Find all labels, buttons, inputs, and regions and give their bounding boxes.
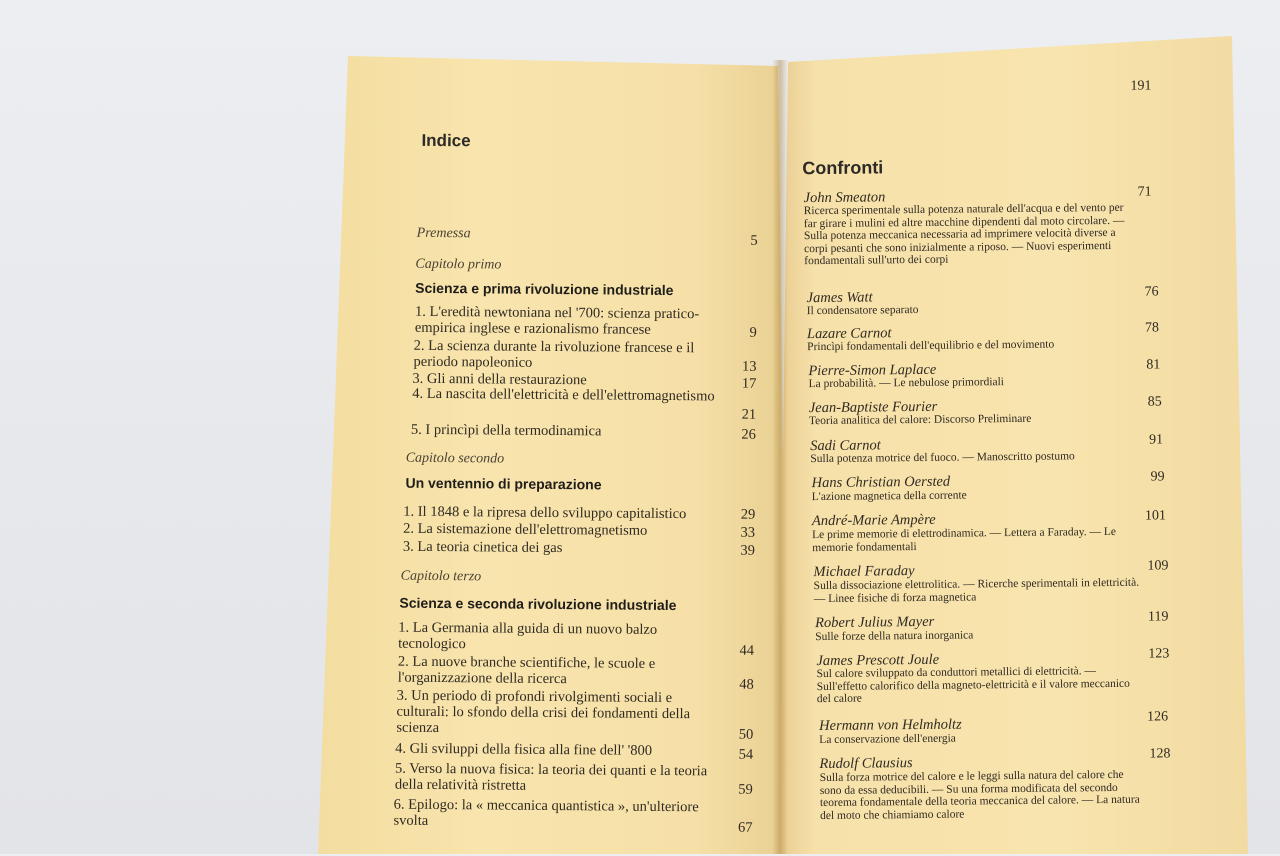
entry-description: La probabilità. — Le nebulose primordiali <box>808 376 1005 391</box>
chapter-2-label: Capitolo secondo <box>405 450 505 467</box>
entry-author: Lazare Carnot <box>806 325 892 343</box>
entry-author: Jean-Baptiste Fourier <box>808 398 938 417</box>
chapter-1-label: Capitolo primo <box>415 256 502 273</box>
entry-description: Teoria analitica del calore: Discorso Preliminare <box>808 412 1032 428</box>
toc-page: 17 <box>741 375 757 392</box>
entry-page: 71 <box>1137 184 1152 200</box>
confronti-page <box>774 0 1253 856</box>
toc-entry: 5. I princìpi della termodinamica <box>410 421 602 440</box>
toc-entry: 2. La scienza durante la rivoluzione francese e il periodo napoleonico <box>413 337 695 371</box>
toc-page: 13 <box>741 358 757 375</box>
entry-page: 101 <box>1144 508 1167 524</box>
entry-description: La conservazione dell'energia <box>819 732 956 747</box>
entry-author: John Smeaton <box>803 189 886 207</box>
toc-page: 48 <box>739 676 754 693</box>
entry-description: L'azione magnetica della corrente <box>811 489 967 504</box>
toc-entry: 5. Verso la nuova fisica: la teoria dei quanti e la teoria della relatività ristretta <box>394 760 708 794</box>
toc-page: 21 <box>741 406 757 423</box>
premessa-label: Premessa <box>416 225 471 242</box>
entry-page: 81 <box>1146 357 1161 373</box>
toc-page: 9 <box>749 324 757 341</box>
entry-description: Ricerca sperimentale sulla potenza naturale dell'acqua e del vento per far girare i mulini ed altre macchine dipendenti dal moto circolare. — Sulla potenza meccanica necessaria ad imprimere velocità diverse a corpi pesanti che sono inizialmente a riposo. — Nuovi esperimenti fondamentali sull'urto dei corpi <box>803 201 1125 268</box>
entry-page: 85 <box>1147 394 1162 410</box>
entry-page: 123 <box>1148 646 1170 662</box>
entry-description: Sul calore sviluppato da conduttori metallici di elettricità. — Sull'effetto calorifico della magneto-elettricità e il valore meccanico del calore <box>816 665 1130 706</box>
toc-entry: 3. La teoria cinetica dei gas <box>402 538 563 557</box>
entry-page: 78 <box>1144 320 1160 336</box>
chapter-1-title: Scienza e prima rivoluzione industriale <box>415 279 674 299</box>
toc-entry: 4. Gli sviluppi della fisica alla fine dell' '800 <box>395 740 653 759</box>
entry-description: Sulla dissociazione elettrolitica. — Ricerche sperimentali in elettricità. — Linee fisiche di forza magnetica <box>813 576 1140 605</box>
toc-entry: 4. La nascita dell'elettricità e dell'elettromagnetismo <box>412 385 715 405</box>
toc-page: 26 <box>741 426 757 443</box>
toc-page: 59 <box>738 781 753 798</box>
page-number: 191 <box>1130 78 1152 94</box>
entry-page: 128 <box>1149 746 1171 762</box>
chapter-3-title: Scienza e seconda rivoluzione industriale <box>399 594 677 614</box>
entry-page: 119 <box>1147 609 1169 625</box>
toc-page: 67 <box>737 819 753 836</box>
toc-page: 50 <box>738 726 754 743</box>
toc-page: 29 <box>740 506 756 523</box>
entry-description: Princìpi fondamentali dell'equilibrio e del movimento <box>807 338 1055 354</box>
entry-author: Robert Julius Mayer <box>814 613 935 632</box>
toc-entry: 3. Un periodo di profondi rivolgimenti sociali e culturali: lo sfondo della crisi dei fondamenti della scienza <box>396 687 691 737</box>
entry-author: Michael Faraday <box>813 563 915 581</box>
toc-page: 39 <box>740 542 755 559</box>
entry-page: 126 <box>1146 709 1169 725</box>
entry-author: James Prescott Joule <box>816 651 940 670</box>
entry-author: Rudolf Clausius <box>819 755 913 773</box>
toc-page: 54 <box>738 746 754 763</box>
entry-description: Sulla potenza motrice del fuoco. — Manoscritto postumo <box>810 450 1075 466</box>
entry-page: 76 <box>1144 284 1159 300</box>
entry-author: André-Marie Ampère <box>811 511 936 530</box>
index-page <box>314 0 791 856</box>
entry-description: Le prime memorie di elettrodinamica. — Lettera a Faraday. — Le memorie fondamentali <box>812 525 1117 554</box>
toc-entry: 3. Gli anni della restaurazione <box>412 370 587 389</box>
toc-entry: 2. La sistemazione dell'elettromagnetismo <box>403 520 648 539</box>
entry-page: 109 <box>1147 558 1169 574</box>
entry-description: Sulla forza motrice del calore e le leggi sulla natura del calore che sono da essa deducibili. — Su una forma modificata del secondo teorema fondamentale della teoria meccanica del calore. — La natura del moto che chiamiamo calore <box>819 768 1140 822</box>
toc-entry: 1. La Germania alla guida di un nuovo balzo tecnologico <box>398 619 658 653</box>
toc-page: 44 <box>739 642 755 659</box>
entry-page: 91 <box>1149 432 1164 448</box>
entry-author: James Watt <box>806 289 873 307</box>
entry-author: Pierre-Simon Laplace <box>808 361 937 380</box>
premessa-page: 5 <box>750 232 758 249</box>
toc-entry: 6. Epilogo: la « meccanica quantistica », un'ulteriore svolta <box>393 796 699 829</box>
entry-author: Hermann von Helmholtz <box>819 716 962 735</box>
toc-page: 33 <box>740 524 756 541</box>
toc-entry: 1. L'eredità newtoniana nel '700: scienza pratico-empirica inglese e razionalismo francese <box>414 303 700 338</box>
chapter-2-title: Un ventennio di preparazione <box>405 474 602 493</box>
entry-author: Hans Christian Oersted <box>811 473 951 492</box>
toc-entry: 2. La nuove branche scientifiche, le scuole e l'organizzazione della ricerca <box>397 653 656 688</box>
chapter-3-label: Capitolo terzo <box>400 568 482 585</box>
entry-author: Sadi Carnot <box>810 437 881 455</box>
toc-entry: 1. Il 1848 e la ripresa dello sviluppo capitalistico <box>403 503 687 523</box>
entry-description: Sulle forze della natura inorganica <box>815 629 974 644</box>
index-title: Indice <box>421 130 471 151</box>
entry-page: 99 <box>1150 469 1165 485</box>
confronti-title: Confronti <box>802 157 884 179</box>
entry-description: Il condensatore separato <box>806 303 919 318</box>
